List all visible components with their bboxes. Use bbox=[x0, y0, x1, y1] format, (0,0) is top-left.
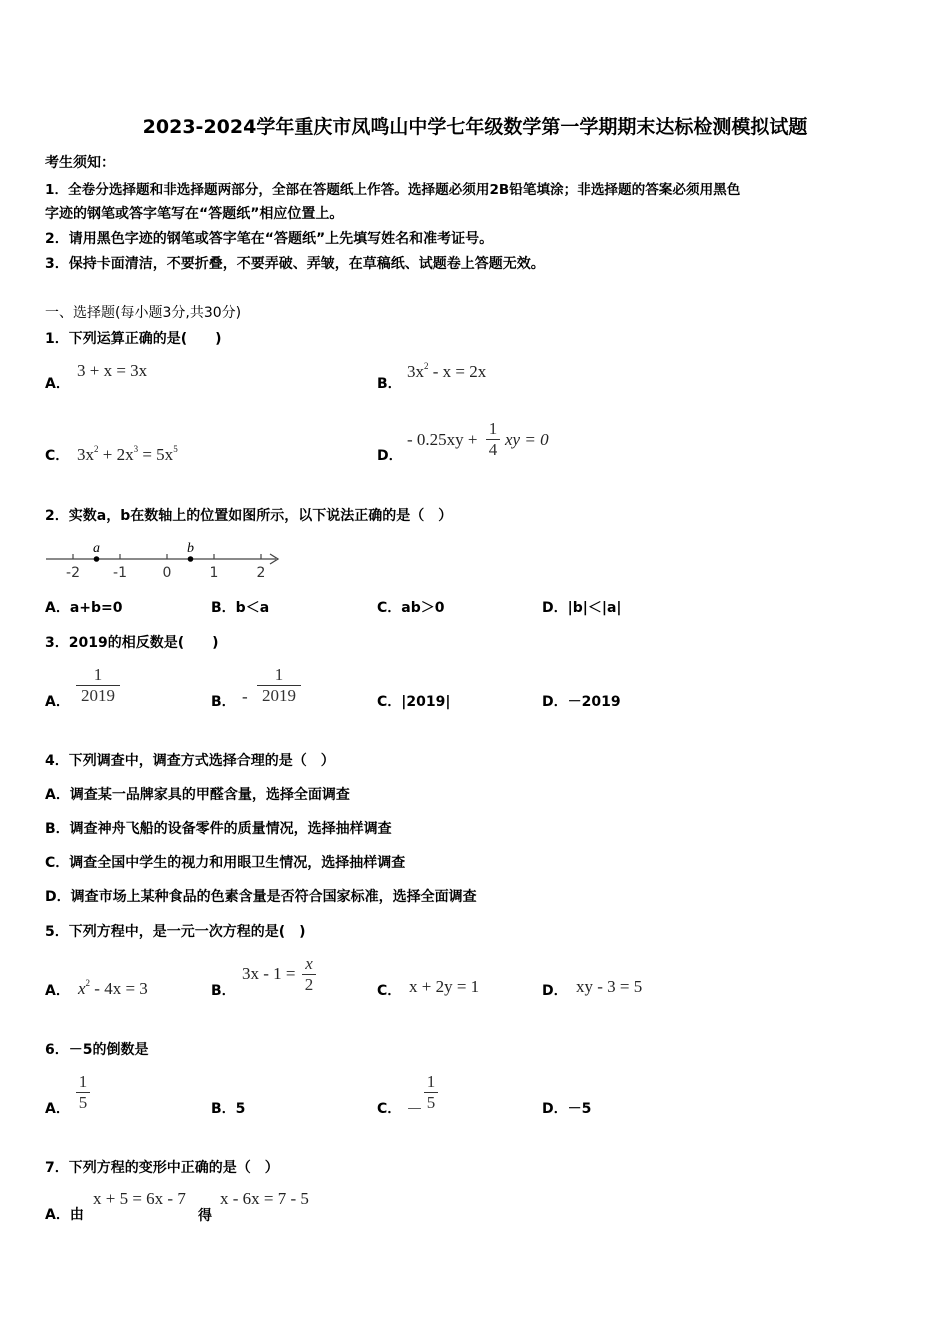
number-line-point-a bbox=[94, 556, 100, 562]
q6-option-a-label: A． bbox=[45, 1101, 70, 1117]
q5-option-d-expr: xy - 3 = 5 bbox=[576, 977, 643, 996]
q5-stem: 5．下列方程中，是一元一次方程的是( ) bbox=[45, 924, 306, 940]
q2-number-line bbox=[44, 538, 284, 582]
q6-option-c-sign: － bbox=[406, 1100, 423, 1119]
q3-option-d: D．－2019 bbox=[542, 694, 621, 710]
q2-option-c: C．ab＞0 bbox=[377, 600, 445, 616]
page-title: 2023-2024学年重庆市凤鸣山中学七年级数学第一学期期末达标检测模拟试题 bbox=[142, 116, 808, 138]
q3-option-a-label: A． bbox=[45, 694, 70, 710]
number-line-tick-label: 0 bbox=[162, 565, 172, 581]
q5-option-b-pre: 3x - 1 = bbox=[242, 964, 296, 983]
q7-option-a-label: A．由 bbox=[45, 1207, 84, 1223]
q3-option-c: C．|2019| bbox=[377, 694, 451, 710]
q1-option-d-pre: - 0.25xy + bbox=[407, 430, 478, 449]
q6-option-d: D．－5 bbox=[542, 1101, 592, 1117]
number-line-point-label-a: a bbox=[93, 541, 100, 556]
q1-option-a-expr: 3 + x = 3x bbox=[77, 361, 148, 380]
q1-option-c-expr: $3x^2 + 2x^3 = 5x^5$ bbox=[77, 444, 178, 464]
q6-option-c-label: C． bbox=[377, 1101, 402, 1117]
q3-stem: 3．2019的相反数是( ) bbox=[45, 635, 219, 651]
number-line-tick-label: 1 bbox=[209, 565, 219, 581]
q2-stem: 2．实数a，b在数轴上的位置如图所示，以下说法正确的是（ ） bbox=[45, 508, 453, 524]
q3-option-b-label: B． bbox=[211, 694, 236, 710]
q1-option-d-post: xy = 0 bbox=[505, 430, 549, 449]
q2-option-b: B．b＜a bbox=[211, 600, 270, 616]
q1-option-d-label: D． bbox=[377, 448, 403, 464]
q5-option-a-label: A． bbox=[45, 983, 70, 999]
notice-item-3: 3．保持卡面清洁，不要折叠，不要弄破、弄皱，在草稿纸、试题卷上答题无效。 bbox=[45, 256, 545, 272]
notice-heading: 考生须知： bbox=[45, 155, 115, 171]
q5-option-c-label: C． bbox=[377, 983, 402, 999]
number-line-point-b bbox=[188, 556, 194, 562]
q4-option-c: C．调查全国中学生的视力和用眼卫生情况，选择抽样调查 bbox=[45, 855, 406, 871]
q4-option-b: B．调查神舟飞船的设备零件的质量情况，选择抽样调查 bbox=[45, 821, 392, 837]
notice-item-1-line-1: 1．全卷分选择题和非选择题两部分，全部在答题纸上作答。选择题必须用2B铅笔填涂；非选择题的答案必须用黑色 bbox=[45, 182, 741, 198]
q7-option-a-connector: 得 bbox=[198, 1208, 212, 1224]
q3-option-b-sign: - bbox=[242, 687, 248, 706]
q2-option-d: D．|b|＜|a| bbox=[542, 600, 622, 616]
q1-option-b-label: B． bbox=[377, 376, 402, 392]
q7-stem: 7．下列方程的变形中正确的是（ ） bbox=[45, 1160, 279, 1176]
section-heading: 一、选择题(每小题3分,共30分) bbox=[45, 305, 242, 321]
q1-option-b-expr: $3x^2 - x = 2x$ bbox=[407, 361, 487, 381]
q1-option-a-label: A． bbox=[45, 376, 70, 392]
q5-option-b-fraction: x 2 bbox=[302, 954, 316, 995]
number-line-tick-label: -1 bbox=[113, 565, 127, 581]
q5-option-a-expr: $x^2 - 4x = 3$ bbox=[78, 978, 148, 998]
q1-option-d-fraction: 1 4 bbox=[486, 419, 500, 460]
q6-option-a-fraction: 1 5 bbox=[76, 1072, 90, 1113]
q1-option-c-label: C． bbox=[45, 448, 70, 464]
q4-stem: 4．下列调查中，调查方式选择合理的是（ ） bbox=[45, 753, 335, 769]
q3-option-b-fraction: 1 2019 bbox=[257, 665, 301, 706]
notice-item-2: 2．请用黑色字迹的钢笔或答字笔在“答题纸”上先填写姓名和准考证号。 bbox=[45, 231, 494, 247]
q5-option-d-label: D． bbox=[542, 983, 568, 999]
q4-option-a: A．调查某一品牌家具的甲醛含量，选择全面调查 bbox=[45, 787, 350, 803]
q3-option-a-fraction: 1 2019 bbox=[76, 665, 120, 706]
number-line-point-label-b: b bbox=[187, 541, 194, 556]
q7-option-a-expr-2: x - 6x = 7 - 5 bbox=[220, 1189, 309, 1208]
q4-option-d: D．调查市场上某种食品的色素含量是否符合国家标准，选择全面调查 bbox=[45, 889, 477, 905]
q1-stem: 1．下列运算正确的是( ) bbox=[45, 331, 222, 347]
q5-option-c-expr: x + 2y = 1 bbox=[409, 977, 480, 996]
q6-option-b: B．5 bbox=[211, 1101, 246, 1117]
q5-option-b-label: B． bbox=[211, 983, 236, 999]
q2-option-a: A．a+b=0 bbox=[45, 600, 123, 616]
number-line-tick-label: 2 bbox=[256, 565, 266, 581]
notice-item-1-line-2: 字迹的钢笔或答字笔写在“答题纸”相应位置上。 bbox=[45, 206, 344, 222]
q7-option-a-expr-1: x + 5 = 6x - 7 bbox=[93, 1189, 186, 1208]
number-line-tick-label: -2 bbox=[66, 565, 80, 581]
q6-option-c-fraction: 1 5 bbox=[424, 1072, 438, 1113]
q6-stem: 6．－5的倒数是 bbox=[45, 1042, 149, 1058]
